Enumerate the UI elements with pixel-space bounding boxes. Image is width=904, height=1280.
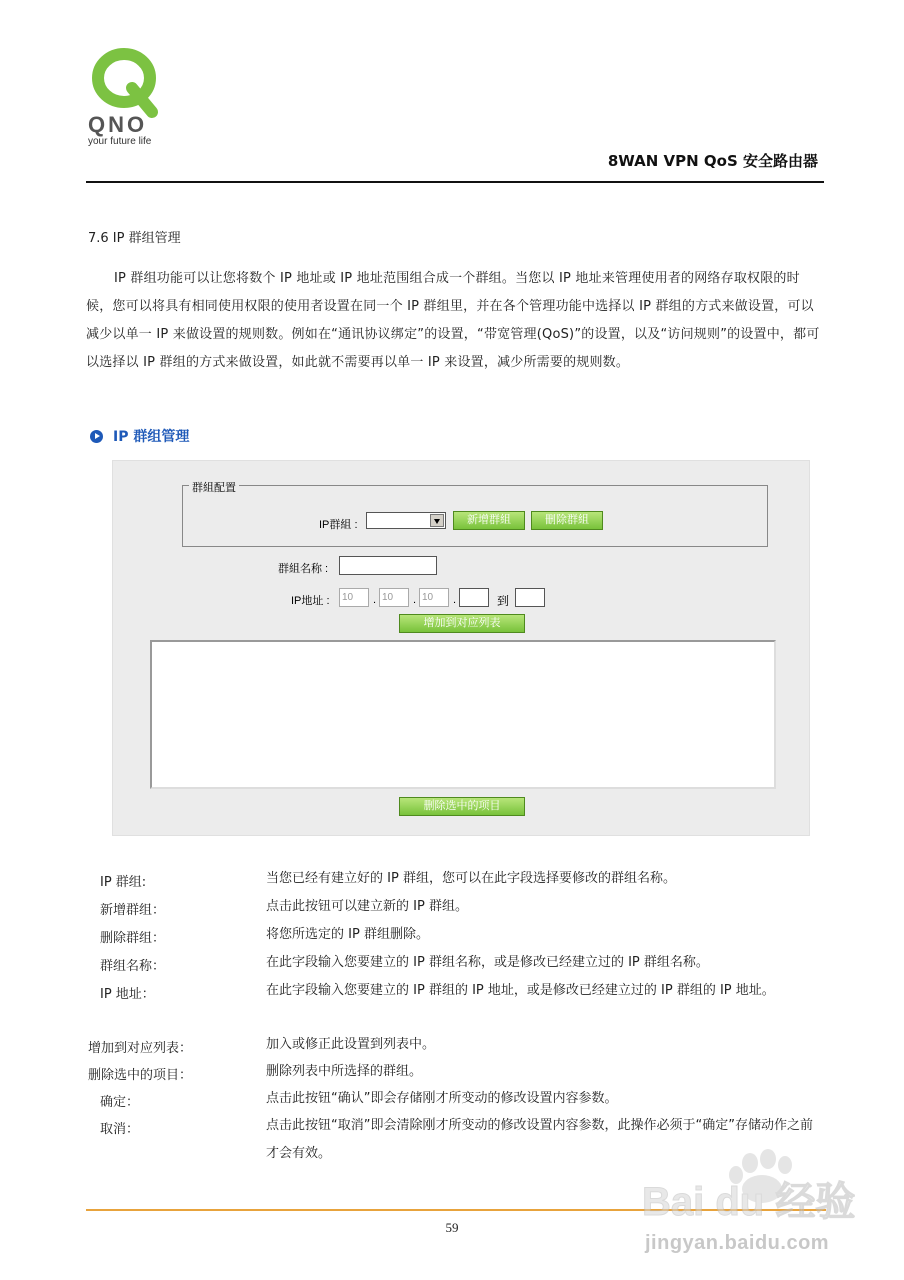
logo-wordmark: QNO — [88, 112, 148, 137]
ip-octet-4-input[interactable] — [459, 588, 489, 607]
definition-term: 删除群组： — [100, 931, 166, 946]
intro-paragraph: IP 群组功能可以让您将数个 IP 地址或 IP 地址范围组合成一个群组。当您以 IP 地址来管理使用者的网络存取权限的时候，您可以将具有相同使用权限的使用者设置在同一个 IP 群组里，并在各个管理功能中选择以 IP 群组的方式来做设置，可以减少以单一 IP 来做设置的规则数。例如在“通讯协议绑定”的设置，“带宽管理(QoS)”的设置，以及“访问规则”的设置中，都可以选择以 IP 群组的方式来做设置，如此就不需要再以单一 IP 来设置，减少所需要的规则数。 — [86, 271, 820, 370]
ip-dot: . — [373, 594, 377, 606]
ip-octet-3-input[interactable]: 10 — [419, 588, 449, 607]
group-name-label: 群組名称 : — [278, 563, 329, 575]
page-number: 59 — [445, 1220, 459, 1235]
ip-group-select[interactable] — [366, 512, 446, 529]
baidu-paw-watermark-icon — [640, 1145, 870, 1275]
logo-tagline: your future life — [88, 136, 152, 147]
ip-octet-1-input[interactable]: 10 — [339, 588, 369, 607]
group-config-legend: 群組配置 — [189, 479, 239, 495]
svg-text:Bai du 经验: Bai du 经验 — [642, 1180, 856, 1224]
sub-heading — [90, 426, 189, 446]
delete-selected-button[interactable]: 删除选中的项目 — [399, 797, 525, 816]
ip-end-input[interactable] — [515, 588, 545, 607]
watermark-url: jingyan.baidu.com — [645, 1232, 830, 1254]
definition-term: 新增群组： — [100, 903, 166, 918]
definition-term: IP 地址： — [100, 987, 155, 1002]
definition-desc: 将您所选定的 IP 群组删除。 — [266, 927, 429, 942]
ip-group-panel — [112, 460, 810, 836]
definition-desc: 点击此按钮可以建立新的 IP 群组。 — [266, 899, 468, 914]
definition-term: 删除选中的项目： — [88, 1068, 193, 1083]
header-divider — [86, 181, 824, 183]
definition-desc: 在此字段输入您要建立的 IP 群组的 IP 地址，或是修改已经建立过的 IP 群组的 IP 地址。 — [266, 983, 775, 998]
chevron-down-icon[interactable] — [430, 514, 444, 527]
ip-address-label: IP地址 : — [291, 595, 330, 607]
sub-heading-text: IP 群组管理 — [113, 429, 190, 445]
definition-desc: 在此字段输入您要建立的 IP 群组名称，或是修改已经建立过的 IP 群组名称。 — [266, 955, 709, 970]
to-label: 到 — [497, 594, 510, 608]
add-to-list-button[interactable]: 增加到对应列表 — [399, 614, 525, 633]
play-bullet-icon — [90, 430, 103, 443]
delete-group-button[interactable]: 刪除群組 — [531, 511, 603, 530]
definition-term: 取消： — [100, 1122, 140, 1137]
definition-term: 增加到对应列表： — [88, 1041, 193, 1056]
definition-desc: 加入或修正此设置到列表中。 — [266, 1037, 436, 1052]
definition-desc: 删除列表中所选择的群组。 — [266, 1064, 423, 1079]
definition-term: 群组名称： — [100, 959, 166, 974]
group-name-input[interactable] — [339, 556, 437, 575]
ip-dot: . — [413, 594, 417, 606]
definition-term: IP 群组: — [100, 875, 147, 890]
ip-octet-2-input[interactable]: 10 — [379, 588, 409, 607]
section-heading: 7.6 IP 群组管理 — [88, 231, 181, 246]
definition-term: 确定： — [100, 1095, 140, 1110]
ip-dot: . — [453, 594, 457, 606]
definition-desc: 点击此按钮“确认”即会存储刚才所变动的修改设置内容参数。 — [266, 1091, 618, 1106]
header-title: 8WAN VPN QoS 安全路由器 — [607, 152, 818, 170]
add-group-button[interactable]: 新增群組 — [453, 511, 525, 530]
definition-desc: 当您已经有建立好的 IP 群组，您可以在此字段选择要修改的群组名称。 — [266, 871, 676, 886]
ip-group-label: IP群組 : — [319, 519, 358, 531]
definition-desc: 点击此按钮“取消”即会清除刚才所变动的修改设置内容参数，此操作必须于“确定”存储动作之前才会有效。 — [266, 1118, 813, 1161]
ip-group-listbox[interactable] — [150, 640, 776, 789]
